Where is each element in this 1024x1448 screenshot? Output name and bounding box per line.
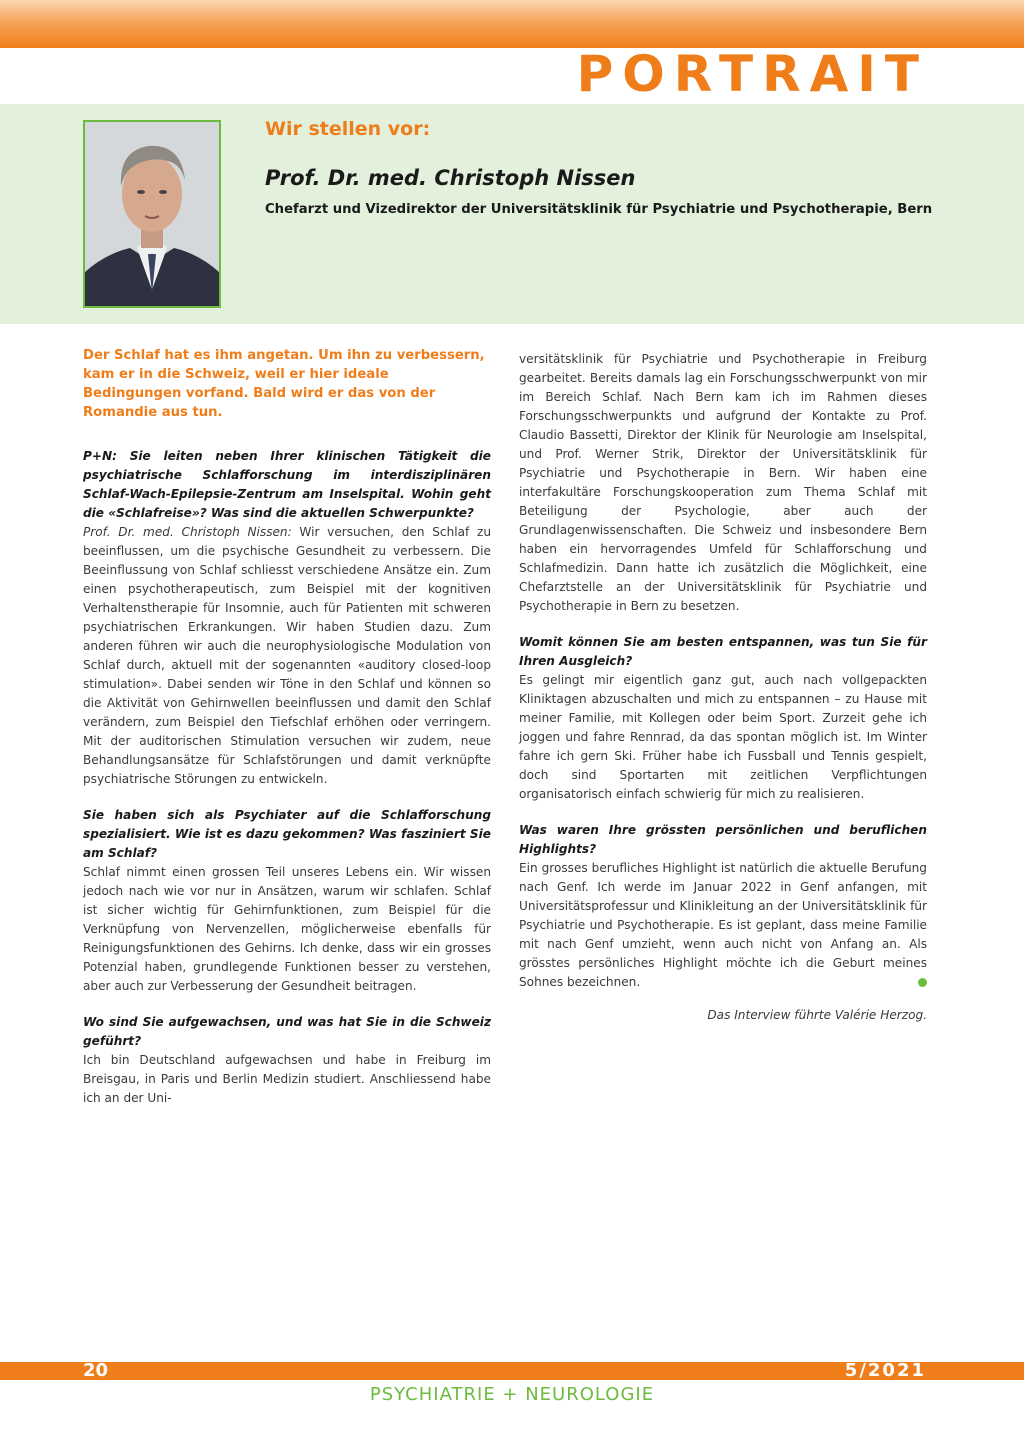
portrait-photo (83, 120, 221, 308)
answer-2: Schlaf nimmt einen grossen Teil unseres Lebens ein. Wir wissen jedoch nach wie vor nur in Ansätzen, warum wir schlafen. Schlaf ist sicher wichtig für Gehirnfunktionen, zum Beispiel für die Verknüpfung von Nervenzellen, möglicherweise ebenfalls für Reinigungsfunktionen des Gehirns. Ich denke, dass wir ein grosses Potenzial haben, grundlegende Funktionen besser zu verstehen, aber auch zur Verbesserung der Gesundheit beitragen. (83, 865, 491, 993)
person-role: Chefarzt und Vizedirektor der Universitätsklinik für Psychiatrie und Psychotherapie, Bern (265, 202, 933, 217)
question-3: Wo sind Sie aufgewachsen, und was hat Sie in die Schweiz geführt? (83, 1015, 491, 1048)
question-4: Womit können Sie am besten entspannen, was tun Sie für Ihren Ausgleich? (519, 635, 927, 668)
question-1: P+N: Sie leiten neben Ihrer klinischen Tätigkeit die psychiatrische Schlafforschung im interdisziplinären Schlaf-Wach-Epilepsie-Zentrum am Inselspital. Wohin geht die «Schlafreise»? Was sind die aktuellen Schwerpunkte? (83, 449, 491, 520)
answer-5 (519, 859, 927, 992)
answer-3-part-2: versitätsklinik für Psychiatrie und Psychotherapie in Freiburg gearbeitet. Bereits damals lag ein Forschungsschwerpunkt von mir im Bereich Schlaf. Nach Bern kam ich im Rahmen dieses Forschungsschwerpunkts und aufgrund der Kontakte zu Prof. Claudio Bassetti, Direktor der Klinik für Neurologie am Inselspital, und Prof. Werner Strik, Direktor der Universitätsklinik für Psychiatrie und Psychotherapie in Bern. Wir haben eine interfakultäre Forschungskooperation zum Thema Schlaf mit Beteiligung der Psychologie, aber auch der Grundlagenwissenschaften. Die Schweiz und insbesondere Bern haben ein hervorragendes Umfeld für Schlafforschung und Schlafmedizin. Dann hatte ich zusätzlich die Möglichkeit, eine Chefarztstelle an der Universitätsklinik für Psychiatrie und Psychotherapie in Bern zu besetzen. (519, 352, 927, 613)
issue-number: 5/2021 (844, 1360, 926, 1381)
answer-1-text: Wir versuchen, den Schlaf zu beeinflussen, um die psychische Gesundheit zu verbessern. Die Beeinflussung von Schlaf schliesst verschiedene Ansätze ein. Zum einen psychotherapeutisch, zum Beispiel mit der kognitiven Verhaltenstherapie für Insomnie, auch für Patienten mit schweren psychiatrischen Erkrankungen. Wir haben Studien dazu. Zum anderen führen wir auch die neurophysiologische Modulation von Schlaf durch, aktuell mit der sogenannten «auditory closed-loop stimulation». Dabei senden wir Töne in den Schlaf und können so die Aktivität von Gehirnwellen beeinflussen und damit den Schlaf verändern, zum Beispiel den Tiefschlaf erhöhen oder verringern. Mit der auditorischen Stimulation versuchen wir zudem, neue Behandlungsansätze für Schlafstörungen und damit verknüpfte psychiatrische Störungen zu entwickeln. (83, 525, 492, 786)
journal-name: PSYCHIATRIE + NEUROLOGIE (369, 1384, 655, 1405)
person-name: Prof. Dr. med. Christoph Nissen (265, 166, 636, 190)
interview-credit: Das Interview führte Valérie Herzog. (707, 1008, 927, 1022)
question-5: Was waren Ihre grössten persönlichen und beruflichen Highlights? (519, 823, 927, 856)
answer-5-text: Ein grosses berufliches Highlight ist natürlich die aktuelle Berufung nach Genf. Ich werde im Januar 2022 in Genf anfangen, mit Universitätsprofessur und Klinikleitung an der Universitätsklinik für Psychiatrie und Psychotherapie. Es ist geplant, dass meine Familie mit nach Genf umzieht, wenn auch nicht von Anfang an. Als grösstes persönliches Highlight möchte ich die Geburt meines Sohnes bezeichnen. (519, 861, 927, 989)
article-column-right (519, 350, 927, 1025)
intro-kicker: Wir stellen vor: (265, 118, 431, 140)
answer-3-part-1: Ich bin Deutschland aufgewachsen und habe in Freiburg im Breisgau, in Paris und Berlin Medizin studiert. Anschliessend habe ich an der Uni- (83, 1053, 491, 1105)
answer-4: Es gelingt mir eigentlich ganz gut, auch nach vollgepackten Kliniktagen abzuschalten und mich zu entspannen – zu Hause mit meiner Familie, mit Kollegen oder beim Sport. Zurzeit gehe ich joggen und fahre Rennrad, da das spontan möglich ist. Im Winter fahre ich gern Ski. Früher habe ich Fussball und Tennis gespielt, doch sind Sportarten mit zeitlichen Verpflichtungen organisatorisch einfach schwierig für mich zu realisieren. (519, 673, 927, 801)
article-lead: Der Schlaf hat es ihm angetan. Um ihn zu verbessern, kam er in die Schweiz, weil er hier ideale Bedingungen vorfand. Bald wird er das von der Romandie aus tun. (83, 348, 485, 420)
answer-1 (83, 523, 491, 789)
end-mark-icon (918, 978, 927, 987)
question-2: Sie haben sich als Psychiater auf die Schlafforschung spezialisiert. Wie ist es dazu gekommen? Was fasziniert Sie am Schlaf? (83, 808, 491, 860)
article-column-left (83, 346, 491, 1125)
answer-speaker: Prof. Dr. med. Christoph Nissen: (83, 525, 292, 539)
top-gradient-bar (0, 0, 1024, 48)
page-number: 20 (83, 1360, 109, 1381)
section-title: PORTRAIT (576, 45, 928, 103)
